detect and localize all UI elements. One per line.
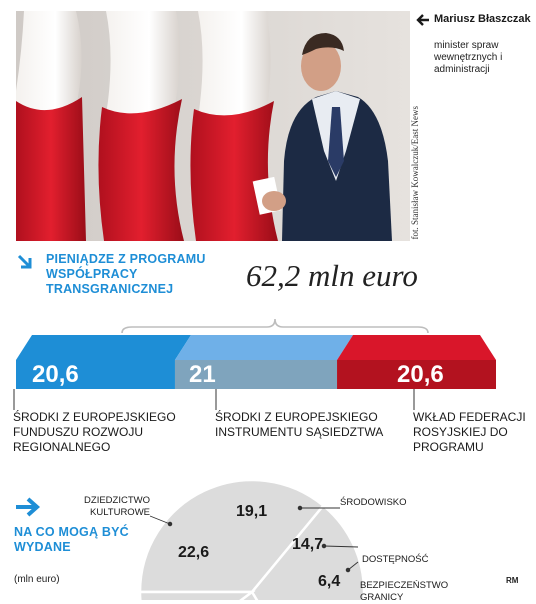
pie-chart [0,470,536,600]
segment-3-desc: WKŁAD FEDERACJI ROSYJSKIEJ DO PROGRAMU [413,410,526,454]
flag-1 [16,11,86,241]
pie-slice-4 [140,592,252,600]
minister-photo [16,11,410,241]
pie-category-label-1: DZIEDZICTWO KULTUROWE [84,495,150,518]
pie-leader-dot-2 [298,506,302,510]
total-amount: 62,2 mln euro [246,258,418,293]
pie-value-label-4: 6,4 [318,573,341,590]
pie-value-label-3: 14,7 [292,536,324,553]
caption-role: minister spraw wewnętrznych i administracji [434,40,503,75]
pie-value-label-1: 22,6 [178,544,210,561]
total-brace [122,319,428,333]
author-initials: RM [506,576,519,585]
bar-value-label-1: 20,6 [32,361,79,388]
bar-segment-top-2 [175,335,353,360]
stacked-bar-chart [0,305,536,410]
segment-2-desc: ŚRODKI Z EUROPEJSKIEGO INSTRUMENTU SĄSIEDZTWA [215,410,384,439]
arrow-down-right-icon [17,254,33,270]
bar-value-label-2: 21 [188,361,216,388]
pie-value-label-2: 19,1 [236,503,268,520]
pie-category-label-2: ŚRODOWISKO [340,497,407,508]
bar-value-label-3: 20,6 [397,361,444,388]
pie-leader-dot-1 [168,522,172,526]
arrow-left-icon [416,14,430,26]
pie-leader-dot-4 [346,568,350,572]
unit-label: (mln euro) [14,574,60,585]
photo-credit: fot. Stanisław Kowalczuk/East News [410,106,420,240]
caption-name: Mariusz Błaszczak [434,13,531,25]
segment-1-desc: ŚRODKI Z EUROPEJSKIEGO FUNDUSZU ROZWOJU REGIONALNEGO [13,410,176,454]
bar-segment-top-1 [16,335,191,360]
section2-title: NA CO MOGĄ BYĆ WYDANE [14,525,129,554]
bar-segment-top-3 [337,335,496,360]
pie-category-label-3: DOSTĘPNOŚĆ [362,554,429,565]
photo-illustration [16,11,410,241]
pie-category-label-4: BEZPIECZEŃSTWO GRANICY [360,580,449,603]
section1-title: PIENIĄDZE Z PROGRAMU WSPÓŁPRACY TRANSGRANICZNEJ [46,252,206,296]
flag-2 [98,11,184,241]
